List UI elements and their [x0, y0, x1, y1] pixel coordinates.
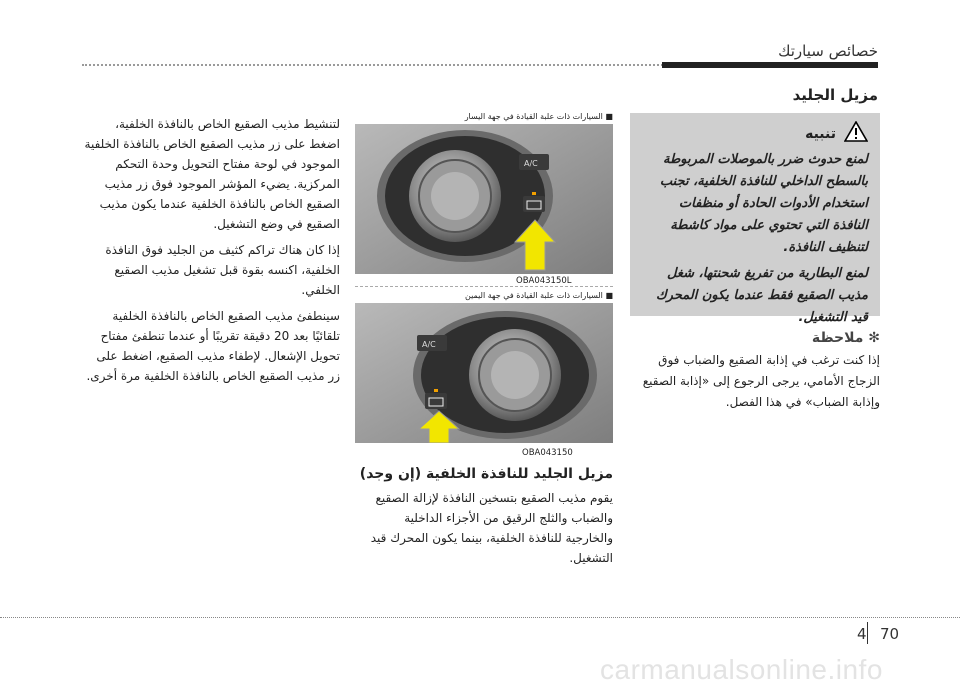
- watermark: carmanualsonline.info: [600, 654, 883, 685]
- rear-defroster-body: يقوم مذيب الصقيع بتسخين النافذة لإزالة الصقيع والضباب والثلج الرقيق من الأجزاء الداخلية والخارجية للنافذة الخلفية، بينما يكون المحرك قيد التشغيل.: [370, 491, 613, 565]
- ac-button-label: A/C: [422, 340, 436, 349]
- footer-divider: [0, 617, 960, 618]
- warning-paragraph: لمنع حدوث ضرر بالموصلات المربوطة بالسطح الداخلي للنافذة الخلفية، تجنب استخدام الأدوات الحادة أو منظفات النافذة التي تحتوي على مواد كاشطة لتنظيف النافذة.: [659, 152, 868, 255]
- photo-divider: [355, 286, 613, 287]
- note-body: إذا كنت ترغب في إذابة الصقيع والضباب فوق الزجاج الأمامي، يرجى الرجوع إلى «إذابة الصقيع وإذابة الضباب» في هذا الفصل.: [642, 353, 880, 409]
- page-number-separator: [867, 622, 868, 644]
- instruction-paragraph: لتنشيط مذيب الصقيع الخاص بالنافذة الخلفية، اضغط على زر مذيب الصقيع الخاص بالنافذة الخلفية الموجود في لوحة مفتاح التحويل وحدة التحكم المركزية. يضيء المؤشر الموجود فوق زر مذيب الصقيع الخاص بالنافذة الخلفية عندما يكون مذيب الصقيع في وضع التشغيل.: [84, 117, 340, 231]
- warning-label: تنبيه: [805, 125, 836, 142]
- warning-box: [630, 113, 880, 325]
- section-title: مزيل الجليد: [792, 86, 878, 104]
- note-header: [630, 330, 880, 346]
- note-mark-icon: ✻: [868, 330, 880, 346]
- chapter-header-title: خصائص سيارتك: [778, 42, 878, 60]
- climate-panel-photo-lhd: [355, 124, 613, 278]
- photo-caption-rhd: ■ السيارات ذات علبة القيادة في جهة اليمين: [465, 291, 613, 300]
- warning-triangle-icon: [844, 121, 868, 146]
- instruction-paragraph: إذا كان هناك تراكم كثيف من الجليد فوق النافذة الخلفية، اكنسه بقوة قبل تشغيل مذيب الصقيع الخلفي.: [105, 243, 340, 297]
- note-label: ملاحظة: [811, 330, 864, 346]
- instruction-paragraph: سينطفئ مذيب الصقيع الخاص بالنافذة الخلفية تلقائيًا بعد 20 دقيقة تقريبًا أو عندما تنطفئ مفتاح تحويل الإشعال. لإطفاء مذيب الصقيع، اضغط على زر مذيب الصقيع الخاص بالنافذة الخلفية مرة أخرى.: [86, 309, 340, 383]
- header-accent-bar: [662, 62, 878, 68]
- rear-defroster-title: مزيل الجليد للنافذة الخلفية (إن وجد): [359, 466, 613, 482]
- ac-button-label: A/C: [524, 159, 538, 168]
- warning-body: [640, 149, 868, 333]
- warning-paragraph: لمنع البطارية من تفريغ شحنتها، شغل مذيب الصقيع فقط عندما يكون المحرك قيد التشغيل.: [655, 266, 868, 325]
- chapter-number: 4: [857, 625, 867, 643]
- instructions-column: [82, 114, 340, 392]
- warning-header: [805, 121, 868, 146]
- photo-code-rhd: OBA043150: [522, 448, 573, 458]
- photo-caption-lhd: ■ السيارات ذات علبة القيادة في جهة اليسار: [464, 112, 613, 121]
- page-number: 70: [880, 625, 900, 643]
- climate-panel-photo-rhd: [355, 303, 613, 447]
- photo-code-lhd: OBA043150L: [516, 276, 572, 286]
- note-block: [630, 330, 880, 413]
